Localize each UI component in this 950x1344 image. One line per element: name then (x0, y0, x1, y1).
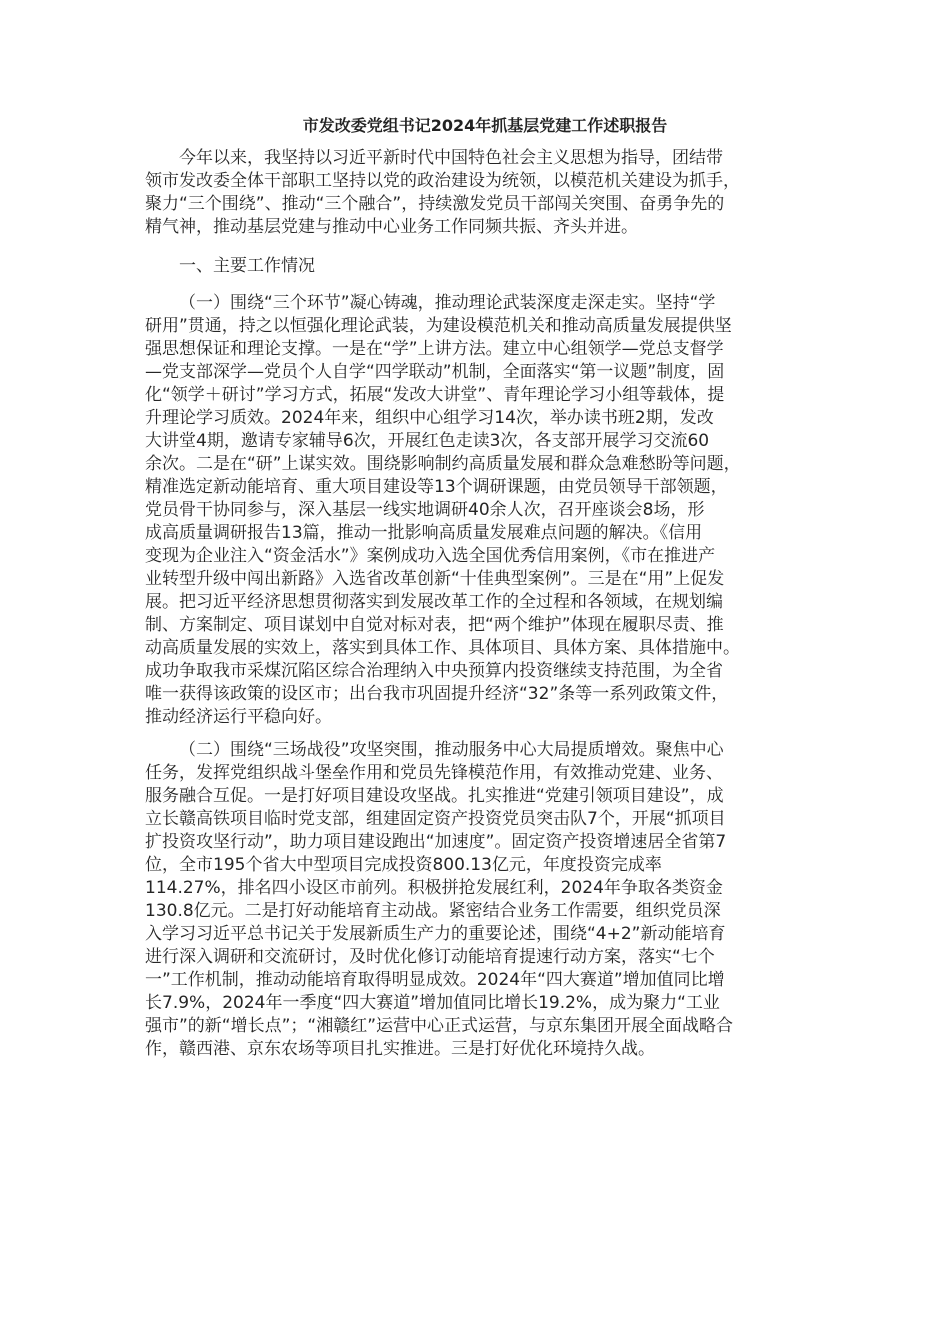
text-line: 成高质量调研报告13篇，推动一批影响高质量发展难点问题的解决。《信用 (145, 523, 703, 543)
paragraph-gap (145, 729, 825, 739)
text-line: 党员骨干协同参与，深入基层一线实地调研40余人次，召开座谈会8场，形 (145, 500, 705, 520)
section-2-paragraph (145, 739, 825, 1061)
text-line: 领市发改委全体干部职工坚持以党的政治建设为统领，以模范机关建设为抓手， (145, 171, 740, 191)
text-line: 强市”的新“增长点”；“湘赣红”运营中心正式运营，与京东集团开展全面战略合 (145, 1016, 734, 1036)
text-line: 精气神，推动基层党建与推动中心业务工作同频共振、齐头并进。 (145, 217, 638, 237)
text-line: 制、方案制定、项目谋划中自觉对标对表，把“两个维护”体现在履职尽责、推 (145, 615, 724, 635)
section-heading: 一、主要工作情况 (179, 256, 315, 276)
text-line: 一”工作机制，推动动能培育取得明显成效。2024年“四大赛道”增加值同比增 (145, 970, 725, 990)
document-title: 市发改委党组书记2024年抓基层党建工作述职报告 (302, 116, 668, 135)
text-line: 唯一获得该政策的设区市；出台我市巩固提升经济“32”条等一系列政策文件， (145, 684, 729, 704)
text-line: 位，全市195个省大中型项目完成投资800.13亿元，年度投资完成率 (145, 855, 662, 875)
document-page (145, 113, 825, 1061)
text-line: 立长赣高铁项目临时党支部，组建固定资产投资党员突击队7个，开展“抓项目 (145, 809, 726, 829)
text-line: 任务，发挥党组织战斗堡垒作用和党员先锋模范作用，有效推动党建、业务、 (145, 763, 723, 783)
text-line: 研用”贯通，持之以恒强化理论武装，为建设模范机关和推动高质量发展提供坚 (145, 316, 732, 336)
text-line: 扩投资攻坚行动”，助力项目建设跑出“加速度”。固定资产投资增速居全省第7 (145, 832, 727, 852)
text-line: 114.27%，排名四小设区市前列。积极拼抢发展红利，2024年争取各类资金 (145, 878, 723, 898)
text-line: 进行深入调研和交流研讨，及时优化修订动能培育提速行动方案，落实“七个 (145, 947, 715, 967)
text-line: 升理论学习质效。2024年来，组织中心组学习14次，举办读书班2期，发改 (145, 408, 714, 428)
text-line: 动高质量发展的实效上，落实到具体工作、具体项目、具体方案、具体措施中。 (145, 638, 740, 658)
text-line: 精准选定新动能培育、重大项目建设等13个调研课题，由党员领导干部领题， (145, 477, 728, 497)
text-line: —党支部深学—党员个人自学“四学联动”机制，全面落实“第一议题”制度，固 (145, 362, 725, 382)
text-line: 强思想保证和理论支撑。一是在“学”上讲方法。建立中心组领学—党总支督学 (145, 339, 724, 359)
text-line: 聚力“三个围绕”、推动“三个融合”，持续激发党员干部闯关突围、奋勇争先的 (145, 194, 725, 214)
text-line: 化“领学＋研讨”学习方式，拓展“发改大讲堂”、青年理论学习小组等载体，提 (145, 385, 725, 405)
text-line: （二）围绕“三场战役”攻坚突围，推动服务中心大局提质增效。聚焦中心 (179, 740, 724, 760)
text-line: 业转型升级中闯出新路》入选省改革创新“十佳典型案例”。三是在“用”上促发 (145, 569, 725, 589)
text-line: 服务融合互促。一是打好项目建设攻坚战。扎实推进“党建引领项目建设”，成 (145, 786, 724, 806)
text-line: 130.8亿元。二是打好动能培育主动战。紧密结合业务工作需要，组织党员深 (145, 901, 721, 921)
text-line: 长7.9%，2024年一季度“四大赛道”增加值同比增长19.2%，成为聚力“工业 (145, 993, 720, 1013)
section-1-paragraph (145, 292, 825, 729)
text-line: 成功争取我市采煤沉陷区综合治理纳入中央预算内投资继续支持范围，为全省 (145, 661, 723, 681)
text-line: （一）围绕“三个环节”凝心铸魂，推动理论武装深度走深走实。坚持“学 (179, 293, 716, 313)
text-line: 余次。二是在“研”上谋实效。围绕影响制约高质量发展和群众急难愁盼等问题， (145, 454, 741, 474)
text-line: 展。把习近平经济思想贯彻落实到发展改革工作的全过程和各领域，在规划编 (145, 592, 723, 612)
text-line: 大讲堂4期，邀请专家辅导6次，开展红色走读3次，各支部开展学习交流60 (145, 431, 710, 451)
intro-paragraph (145, 147, 825, 239)
text-line: 今年以来，我坚持以习近平新时代中国特色社会主义思想为指导，团结带 (179, 148, 723, 168)
text-line: 入学习习近平总书记关于发展新质生产力的重要论述，围绕“4+2”新动能培育 (145, 924, 726, 944)
text-line: 变现为企业注入“资金活水”》案例成功入选全国优秀信用案例，《市在推进产 (145, 546, 716, 566)
text-line: 作，赣西港、京东农场等项目扎实推进。三是打好优化环境持久战。 (145, 1039, 655, 1059)
text-line: 推动经济运行平稳向好。 (145, 707, 332, 727)
